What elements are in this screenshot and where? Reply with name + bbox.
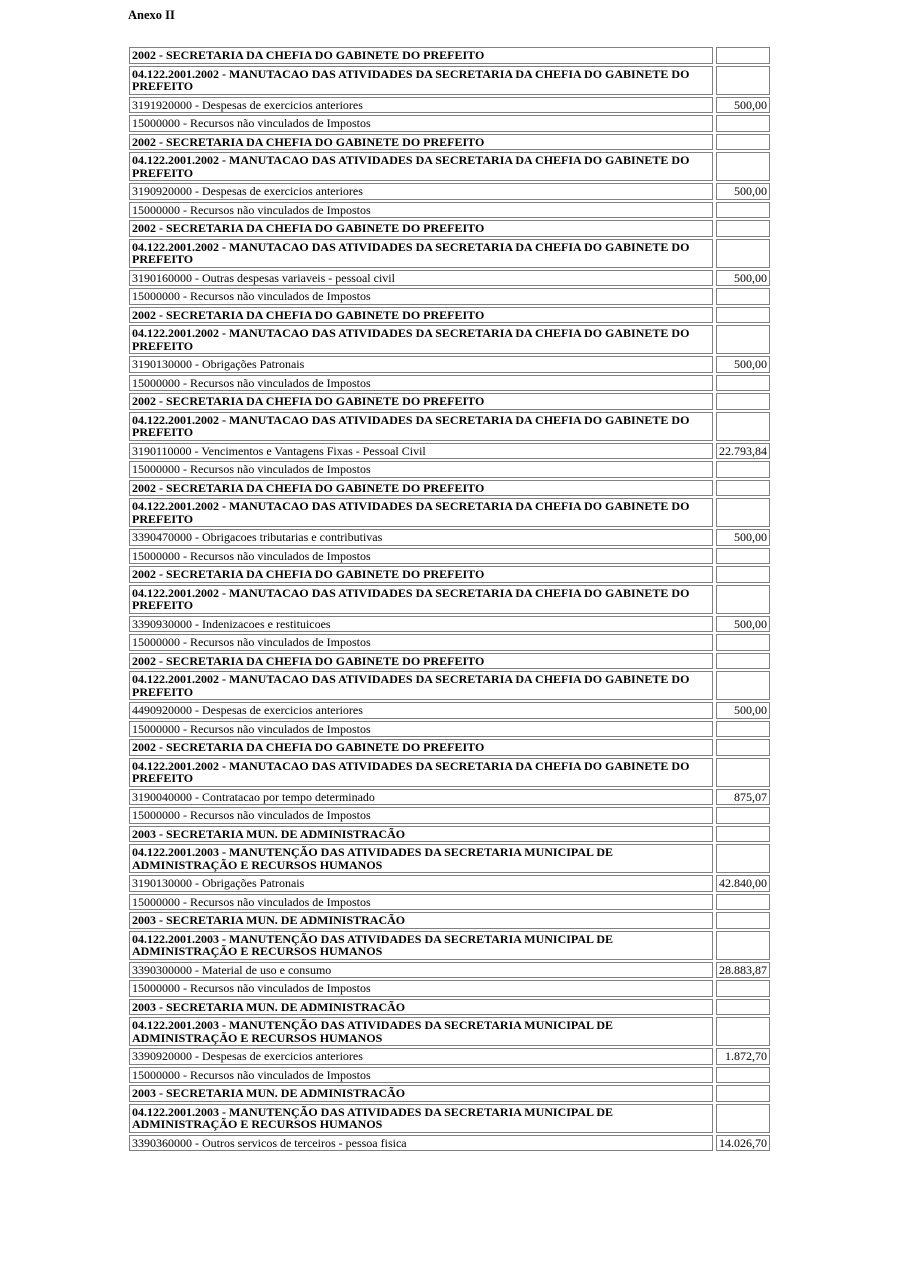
description-cell: 2002 - SECRETARIA DA CHEFIA DO GABINETE DO PREFEITO [129, 220, 713, 237]
value-cell: 500,00 [716, 183, 770, 200]
value-cell: 22.793,84 [716, 443, 770, 460]
value-cell: 500,00 [716, 616, 770, 633]
value-cell [716, 931, 770, 960]
value-cell [716, 47, 770, 64]
description-cell: 15000000 - Recursos não vinculados de Impostos [129, 115, 713, 132]
description-cell: 04.122.2001.2003 - MANUTENÇÃO DAS ATIVIDADES DA SECRETARIA MUNICIPAL DE ADMINISTRAÇÃO E RECURSOS HUMANOS [129, 844, 713, 873]
description-cell: 3190920000 - Despesas de exercicios anteriores [129, 183, 713, 200]
description-cell: 04.122.2001.2002 - MANUTACAO DAS ATIVIDADES DA SECRETARIA DA CHEFIA DO GABINETE DO PREFEITO [129, 152, 713, 181]
action-row [129, 671, 770, 700]
org-row [129, 220, 770, 237]
description-cell: 3390470000 - Obrigacoes tributarias e contributivas [129, 529, 713, 546]
funding-row [129, 202, 770, 219]
org-row [129, 566, 770, 583]
description-cell: 15000000 - Recursos não vinculados de Impostos [129, 980, 713, 997]
description-cell: 3191920000 - Despesas de exercicios anteriores [129, 97, 713, 114]
description-cell: 15000000 - Recursos não vinculados de Impostos [129, 202, 713, 219]
value-cell [716, 721, 770, 738]
value-cell [716, 548, 770, 565]
description-cell: 04.122.2001.2002 - MANUTACAO DAS ATIVIDADES DA SECRETARIA DA CHEFIA DO GABINETE DO PREFEITO [129, 585, 713, 614]
description-cell: 04.122.2001.2002 - MANUTACAO DAS ATIVIDADES DA SECRETARIA DA CHEFIA DO GABINETE DO PREFEITO [129, 671, 713, 700]
org-row [129, 47, 770, 64]
description-cell: 04.122.2001.2002 - MANUTACAO DAS ATIVIDADES DA SECRETARIA DA CHEFIA DO GABINETE DO PREFEITO [129, 498, 713, 527]
action-row [129, 412, 770, 441]
description-cell: 3390300000 - Material de uso e consumo [129, 962, 713, 979]
action-row [129, 931, 770, 960]
description-cell: 15000000 - Recursos não vinculados de Impostos [129, 288, 713, 305]
description-cell: 2003 - SECRETARIA MUN. DE ADMINISTRACÃO [129, 912, 713, 929]
expense-row [129, 1135, 770, 1152]
description-cell: 15000000 - Recursos não vinculados de Impostos [129, 548, 713, 565]
value-cell [716, 980, 770, 997]
description-cell: 04.122.2001.2003 - MANUTENÇÃO DAS ATIVIDADES DA SECRETARIA MUNICIPAL DE ADMINISTRAÇÃO E RECURSOS HUMANOS [129, 931, 713, 960]
value-cell [716, 1067, 770, 1084]
value-cell [716, 461, 770, 478]
value-cell [716, 202, 770, 219]
description-cell: 04.122.2001.2002 - MANUTACAO DAS ATIVIDADES DA SECRETARIA DA CHEFIA DO GABINETE DO PREFEITO [129, 66, 713, 95]
action-row [129, 1104, 770, 1133]
description-cell: 15000000 - Recursos não vinculados de Impostos [129, 1067, 713, 1084]
org-row [129, 912, 770, 929]
org-row [129, 393, 770, 410]
value-cell [716, 585, 770, 614]
value-cell [716, 412, 770, 441]
funding-row [129, 115, 770, 132]
action-row [129, 498, 770, 527]
value-cell [716, 634, 770, 651]
org-row [129, 826, 770, 843]
funding-row [129, 980, 770, 997]
expense-row [129, 702, 770, 719]
value-cell [716, 480, 770, 497]
value-cell [716, 758, 770, 787]
value-cell [716, 220, 770, 237]
org-row [129, 134, 770, 151]
value-cell [716, 999, 770, 1016]
expense-row [129, 183, 770, 200]
funding-row [129, 807, 770, 824]
description-cell: 4490920000 - Despesas de exercicios anteriores [129, 702, 713, 719]
action-row [129, 152, 770, 181]
value-cell: 875,07 [716, 789, 770, 806]
value-cell: 500,00 [716, 702, 770, 719]
value-cell: 500,00 [716, 356, 770, 373]
description-cell: 3390930000 - Indenizacoes e restituicoes [129, 616, 713, 633]
expense-row [129, 270, 770, 287]
value-cell [716, 566, 770, 583]
description-cell: 15000000 - Recursos não vinculados de Impostos [129, 634, 713, 651]
description-cell: 04.122.2001.2002 - MANUTACAO DAS ATIVIDADES DA SECRETARIA DA CHEFIA DO GABINETE DO PREFEITO [129, 758, 713, 787]
description-cell: 2003 - SECRETARIA MUN. DE ADMINISTRACÃO [129, 826, 713, 843]
funding-row [129, 721, 770, 738]
value-cell [716, 1085, 770, 1102]
expense-row [129, 1048, 770, 1065]
funding-row [129, 548, 770, 565]
value-cell [716, 66, 770, 95]
value-cell [716, 375, 770, 392]
description-cell: 3390360000 - Outros servicos de terceiros - pessoa fisica [129, 1135, 713, 1152]
description-cell: 3190130000 - Obrigações Patronais [129, 875, 713, 892]
description-cell: 3190110000 - Vencimentos e Vantagens Fixas - Pessoal Civil [129, 443, 713, 460]
action-row [129, 239, 770, 268]
budget-table [126, 45, 773, 1153]
expense-row [129, 356, 770, 373]
description-cell: 3390920000 - Despesas de exercicios anteriores [129, 1048, 713, 1065]
description-cell: 04.122.2001.2003 - MANUTENÇÃO DAS ATIVIDADES DA SECRETARIA MUNICIPAL DE ADMINISTRAÇÃO E RECURSOS HUMANOS [129, 1104, 713, 1133]
value-cell [716, 239, 770, 268]
value-cell [716, 288, 770, 305]
value-cell: 14.026,70 [716, 1135, 770, 1152]
action-row [129, 844, 770, 873]
action-row [129, 585, 770, 614]
funding-row [129, 894, 770, 911]
description-cell: 04.122.2001.2003 - MANUTENÇÃO DAS ATIVIDADES DA SECRETARIA MUNICIPAL DE ADMINISTRAÇÃO E RECURSOS HUMANOS [129, 1017, 713, 1046]
description-cell: 04.122.2001.2002 - MANUTACAO DAS ATIVIDADES DA SECRETARIA DA CHEFIA DO GABINETE DO PREFEITO [129, 412, 713, 441]
description-cell: 3190130000 - Obrigações Patronais [129, 356, 713, 373]
description-cell: 2002 - SECRETARIA DA CHEFIA DO GABINETE DO PREFEITO [129, 393, 713, 410]
expense-row [129, 789, 770, 806]
value-cell [716, 844, 770, 873]
description-cell: 15000000 - Recursos não vinculados de Impostos [129, 461, 713, 478]
value-cell [716, 152, 770, 181]
action-row [129, 325, 770, 354]
description-cell: 15000000 - Recursos não vinculados de Impostos [129, 807, 713, 824]
expense-row [129, 443, 770, 460]
org-row [129, 307, 770, 324]
description-cell: 2002 - SECRETARIA DA CHEFIA DO GABINETE DO PREFEITO [129, 307, 713, 324]
description-cell: 2002 - SECRETARIA DA CHEFIA DO GABINETE DO PREFEITO [129, 134, 713, 151]
org-row [129, 1085, 770, 1102]
expense-row [129, 875, 770, 892]
org-row [129, 653, 770, 670]
value-cell [716, 671, 770, 700]
description-cell: 2003 - SECRETARIA MUN. DE ADMINISTRACÃO [129, 999, 713, 1016]
value-cell: 500,00 [716, 97, 770, 114]
expense-row [129, 97, 770, 114]
expense-row [129, 529, 770, 546]
description-cell: 2002 - SECRETARIA DA CHEFIA DO GABINETE DO PREFEITO [129, 566, 713, 583]
value-cell [716, 894, 770, 911]
value-cell: 28.883,87 [716, 962, 770, 979]
value-cell: 500,00 [716, 270, 770, 287]
funding-row [129, 1067, 770, 1084]
description-cell: 3190040000 - Contratacao por tempo determinado [129, 789, 713, 806]
value-cell [716, 307, 770, 324]
value-cell [716, 325, 770, 354]
action-row [129, 758, 770, 787]
value-cell: 1.872,70 [716, 1048, 770, 1065]
value-cell [716, 739, 770, 756]
value-cell: 500,00 [716, 529, 770, 546]
description-cell: 15000000 - Recursos não vinculados de Impostos [129, 375, 713, 392]
funding-row [129, 634, 770, 651]
funding-row [129, 288, 770, 305]
description-cell: 04.122.2001.2002 - MANUTACAO DAS ATIVIDADES DA SECRETARIA DA CHEFIA DO GABINETE DO PREFEITO [129, 239, 713, 268]
value-cell [716, 115, 770, 132]
org-row [129, 739, 770, 756]
value-cell [716, 1017, 770, 1046]
action-row [129, 66, 770, 95]
description-cell: 2002 - SECRETARIA DA CHEFIA DO GABINETE DO PREFEITO [129, 653, 713, 670]
value-cell [716, 912, 770, 929]
description-cell: 2002 - SECRETARIA DA CHEFIA DO GABINETE DO PREFEITO [129, 739, 713, 756]
funding-row [129, 461, 770, 478]
funding-row [129, 375, 770, 392]
value-cell [716, 807, 770, 824]
expense-row [129, 962, 770, 979]
org-row [129, 480, 770, 497]
value-cell [716, 653, 770, 670]
description-cell: 15000000 - Recursos não vinculados de Impostos [129, 721, 713, 738]
value-cell: 42.840,00 [716, 875, 770, 892]
expense-row [129, 616, 770, 633]
value-cell [716, 134, 770, 151]
page-title: Anexo II [128, 8, 175, 22]
value-cell [716, 826, 770, 843]
description-cell: 2002 - SECRETARIA DA CHEFIA DO GABINETE DO PREFEITO [129, 47, 713, 64]
value-cell [716, 498, 770, 527]
action-row [129, 1017, 770, 1046]
value-cell [716, 1104, 770, 1133]
org-row [129, 999, 770, 1016]
description-cell: 04.122.2001.2002 - MANUTACAO DAS ATIVIDADES DA SECRETARIA DA CHEFIA DO GABINETE DO PREFEITO [129, 325, 713, 354]
value-cell [716, 393, 770, 410]
description-cell: 2002 - SECRETARIA DA CHEFIA DO GABINETE DO PREFEITO [129, 480, 713, 497]
budget-table-body [129, 47, 770, 1151]
description-cell: 3190160000 - Outras despesas variaveis - pessoal civil [129, 270, 713, 287]
description-cell: 2003 - SECRETARIA MUN. DE ADMINISTRACÃO [129, 1085, 713, 1102]
description-cell: 15000000 - Recursos não vinculados de Impostos [129, 894, 713, 911]
